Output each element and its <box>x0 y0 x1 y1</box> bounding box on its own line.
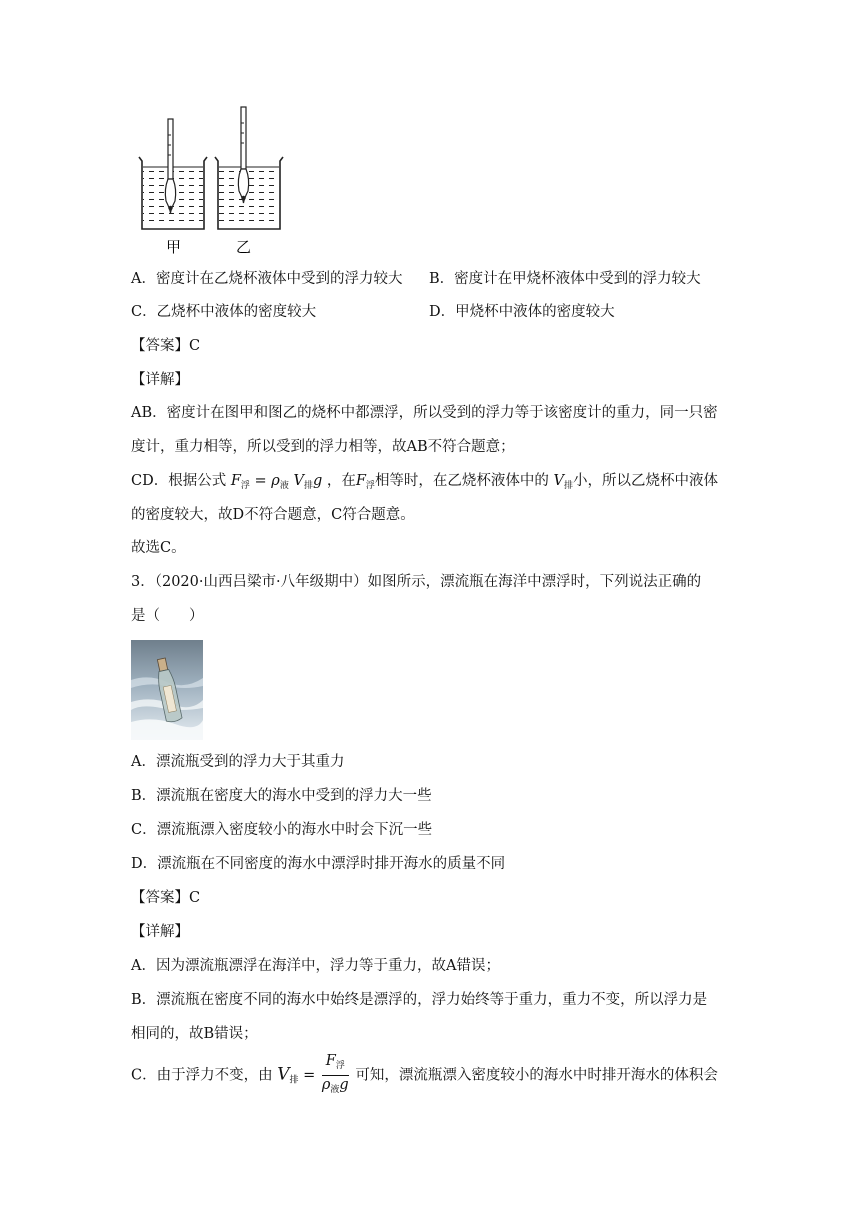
cd-mid1: ，在 <box>326 473 356 489</box>
q3-explanation-a: A．因为漂流瓶漂浮在海洋中，浮力等于重力，故A错误； <box>131 958 500 974</box>
q3-option-d: D．漂流瓶在不同密度的海水中漂浮时排开海水的质量不同 <box>131 856 506 872</box>
q2-option-c: C．乙烧杯中液体的密度较大 <box>131 304 317 320</box>
hydrometer-beakers-figure <box>138 105 298 257</box>
cd-mid3: 小，所以乙烧杯中液体 <box>573 473 719 489</box>
cd-mid2: 相等时，在乙烧杯液体中的 <box>374 473 549 489</box>
q3-option-b: B．漂流瓶在密度大的海水中受到的浮力大一些 <box>131 788 432 804</box>
q3-option-a: A．漂流瓶受到的浮力大于其重力 <box>131 754 345 770</box>
beaker-left <box>139 119 207 229</box>
q3-explanation-b-line1: B．漂流瓶在密度不同的海水中始终是漂浮的，浮力始终等于重力，重力不变，所以浮力是 <box>131 992 708 1008</box>
q2-explanation-cd-line1: CD．根据公式 $F_浮 = \rho_液$ $V_排g$ ，在$F_浮$相等时，在乙烧杯液体中的 $V_排$小，所以乙烧杯中液体 <box>131 473 719 491</box>
c-suffix: 可知，漂流瓶漂入密度较小的海水中时排开海水的体积会 <box>355 1067 718 1084</box>
q2-conclusion: 故选C。 <box>131 540 186 556</box>
q2-answer: 【答案】C <box>131 338 201 354</box>
beaker-right <box>215 107 283 229</box>
q3-option-c: C．漂流瓶漂入密度较小的海水中时会下沉一些 <box>131 822 433 838</box>
q3-detail-title: 【详解】 <box>131 924 189 940</box>
q2-explanation-ab-line1: AB．密度计在图甲和图乙的烧杯中都漂浮，所以受到的浮力等于该密度计的重力，同一只密 <box>131 405 718 421</box>
q3-explanation-c <box>131 1052 718 1099</box>
q2-option-b: B．密度计在甲烧杯液体中受到的浮力较大 <box>429 271 701 287</box>
q2-explanation-ab-line2: 度计，重力相等，所以受到的浮力相等，故AB不符合题意； <box>131 439 515 455</box>
cd-prefix: CD．根据公式 <box>131 473 227 489</box>
figure-label-left: 甲 <box>166 238 182 256</box>
q3-answer: 【答案】C <box>131 890 201 906</box>
c-prefix: C．由于浮力不变，由 <box>131 1067 273 1084</box>
q2-option-a: A．密度计在乙烧杯液体中受到的浮力较大 <box>131 271 403 287</box>
buoyancy-formula: $F_浮 = \rho_液$ $V_排g$ <box>230 473 323 491</box>
q2-explanation-cd-line2: 的密度较大，故D不符合题意，C符合题意。 <box>131 507 415 523</box>
volume-formula: $V_排$ = $\frac{F_浮}{\rho_液g}$ <box>277 1053 349 1095</box>
q3-stem-line1: 3．（2020·山西吕梁市·八年级期中）如图所示，漂流瓶在海洋中漂浮时，下列说法正确的 <box>131 574 702 590</box>
q3-stem-line2: 是（ ） <box>131 608 204 624</box>
q3-explanation-b-line2: 相同的，故B错误； <box>131 1026 258 1042</box>
drift-bottle-photo <box>131 640 203 740</box>
q2-option-d: D．甲烧杯中液体的密度较大 <box>429 304 615 320</box>
q2-detail-title: 【详解】 <box>131 372 189 388</box>
figure-label-right: 乙 <box>236 238 252 256</box>
